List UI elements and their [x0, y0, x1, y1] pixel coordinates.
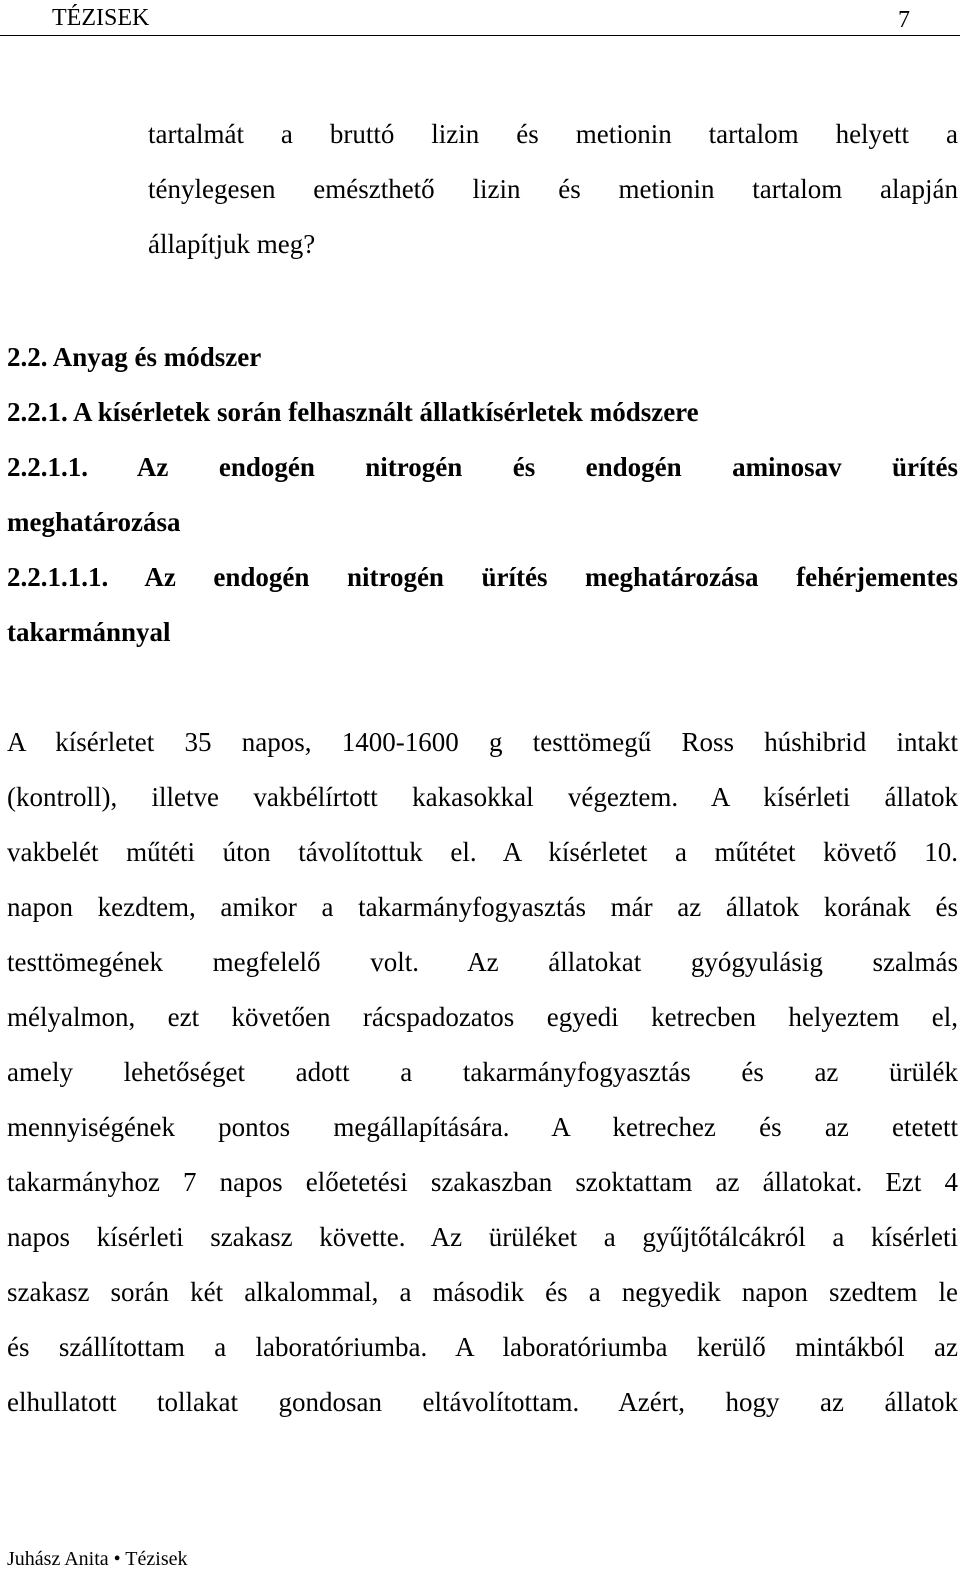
section-heading-2-2-1-1-1 [7, 550, 958, 660]
body-paragraph [7, 715, 958, 1430]
body-line: elhullatott tollakat gondosan eltávolítottam. Azért, hogy az állatok [7, 1387, 958, 1417]
intro-paragraph [148, 107, 958, 272]
body-line: testtömegének megfelelő volt. Az állatokat gyógyulásig szalmás [7, 947, 958, 977]
page-header [0, 0, 960, 36]
heading-line: 2.2.1.1. Az endogén nitrogén és endogén aminosav ürítés [7, 452, 958, 482]
body-line: mennyiségének pontos megállapítására. A ketrechez és az etetett [7, 1112, 958, 1142]
body-line: és szállítottam a laboratóriumba. A laboratóriumba kerülő mintákból az [7, 1332, 958, 1362]
intro-line: tartalmát a bruttó lizin és metionin tartalom helyett a [148, 119, 958, 149]
body-line: A kísérletet 35 napos, 1400-1600 g testtömegű Ross húshibrid intakt [7, 727, 958, 757]
intro-line: állapítjuk meg? [148, 229, 316, 259]
body-line: vakbelét műtéti úton távolítottuk el. A kísérletet a műtétet követő 10. [7, 837, 958, 867]
body-line: takarmányhoz 7 napos előetetési szakaszban szoktattam az állatokat. Ezt 4 [7, 1167, 958, 1197]
body-line: napos kísérleti szakasz követte. Az ürüléket a gyűjtőtálcákról a kísérleti [7, 1222, 958, 1252]
heading-line: takarmánnyal [7, 617, 171, 647]
body-line: szakasz során két alkalommal, a második és a negyedik napon szedtem le [7, 1277, 958, 1307]
heading-line: 2.2.1.1.1. Az endogén nitrogén ürítés meghatározása fehérjementes [7, 562, 958, 592]
section-heading-2-2: 2.2. Anyag és módszer [7, 342, 262, 372]
body-line: napon kezdtem, amikor a takarmányfogyasztás már az állatok korának és [7, 892, 958, 922]
heading-line: meghatározása [7, 507, 181, 537]
section-heading-2-2-1-1 [7, 440, 958, 550]
body-line: (kontroll), illetve vakbélírtott kakasokkal végeztem. A kísérleti állatok [7, 782, 958, 812]
page-number: 7 [898, 7, 910, 33]
intro-line: ténylegesen emészthető lizin és metionin tartalom alapján [148, 174, 958, 204]
page-footer: Juhász Anita • Tézisek [7, 1548, 188, 1570]
section-heading-2-2-1: 2.2.1. A kísérletek során felhasznált állatkísérletek módszere [7, 397, 699, 427]
body-line: amely lehetőséget adott a takarmányfogyasztás és az ürülék [7, 1057, 958, 1087]
header-title: TÉZISEK [52, 5, 150, 31]
body-line: mélyalmon, ezt követően rácspadozatos egyedi ketrecben helyeztem el, [7, 1002, 958, 1032]
